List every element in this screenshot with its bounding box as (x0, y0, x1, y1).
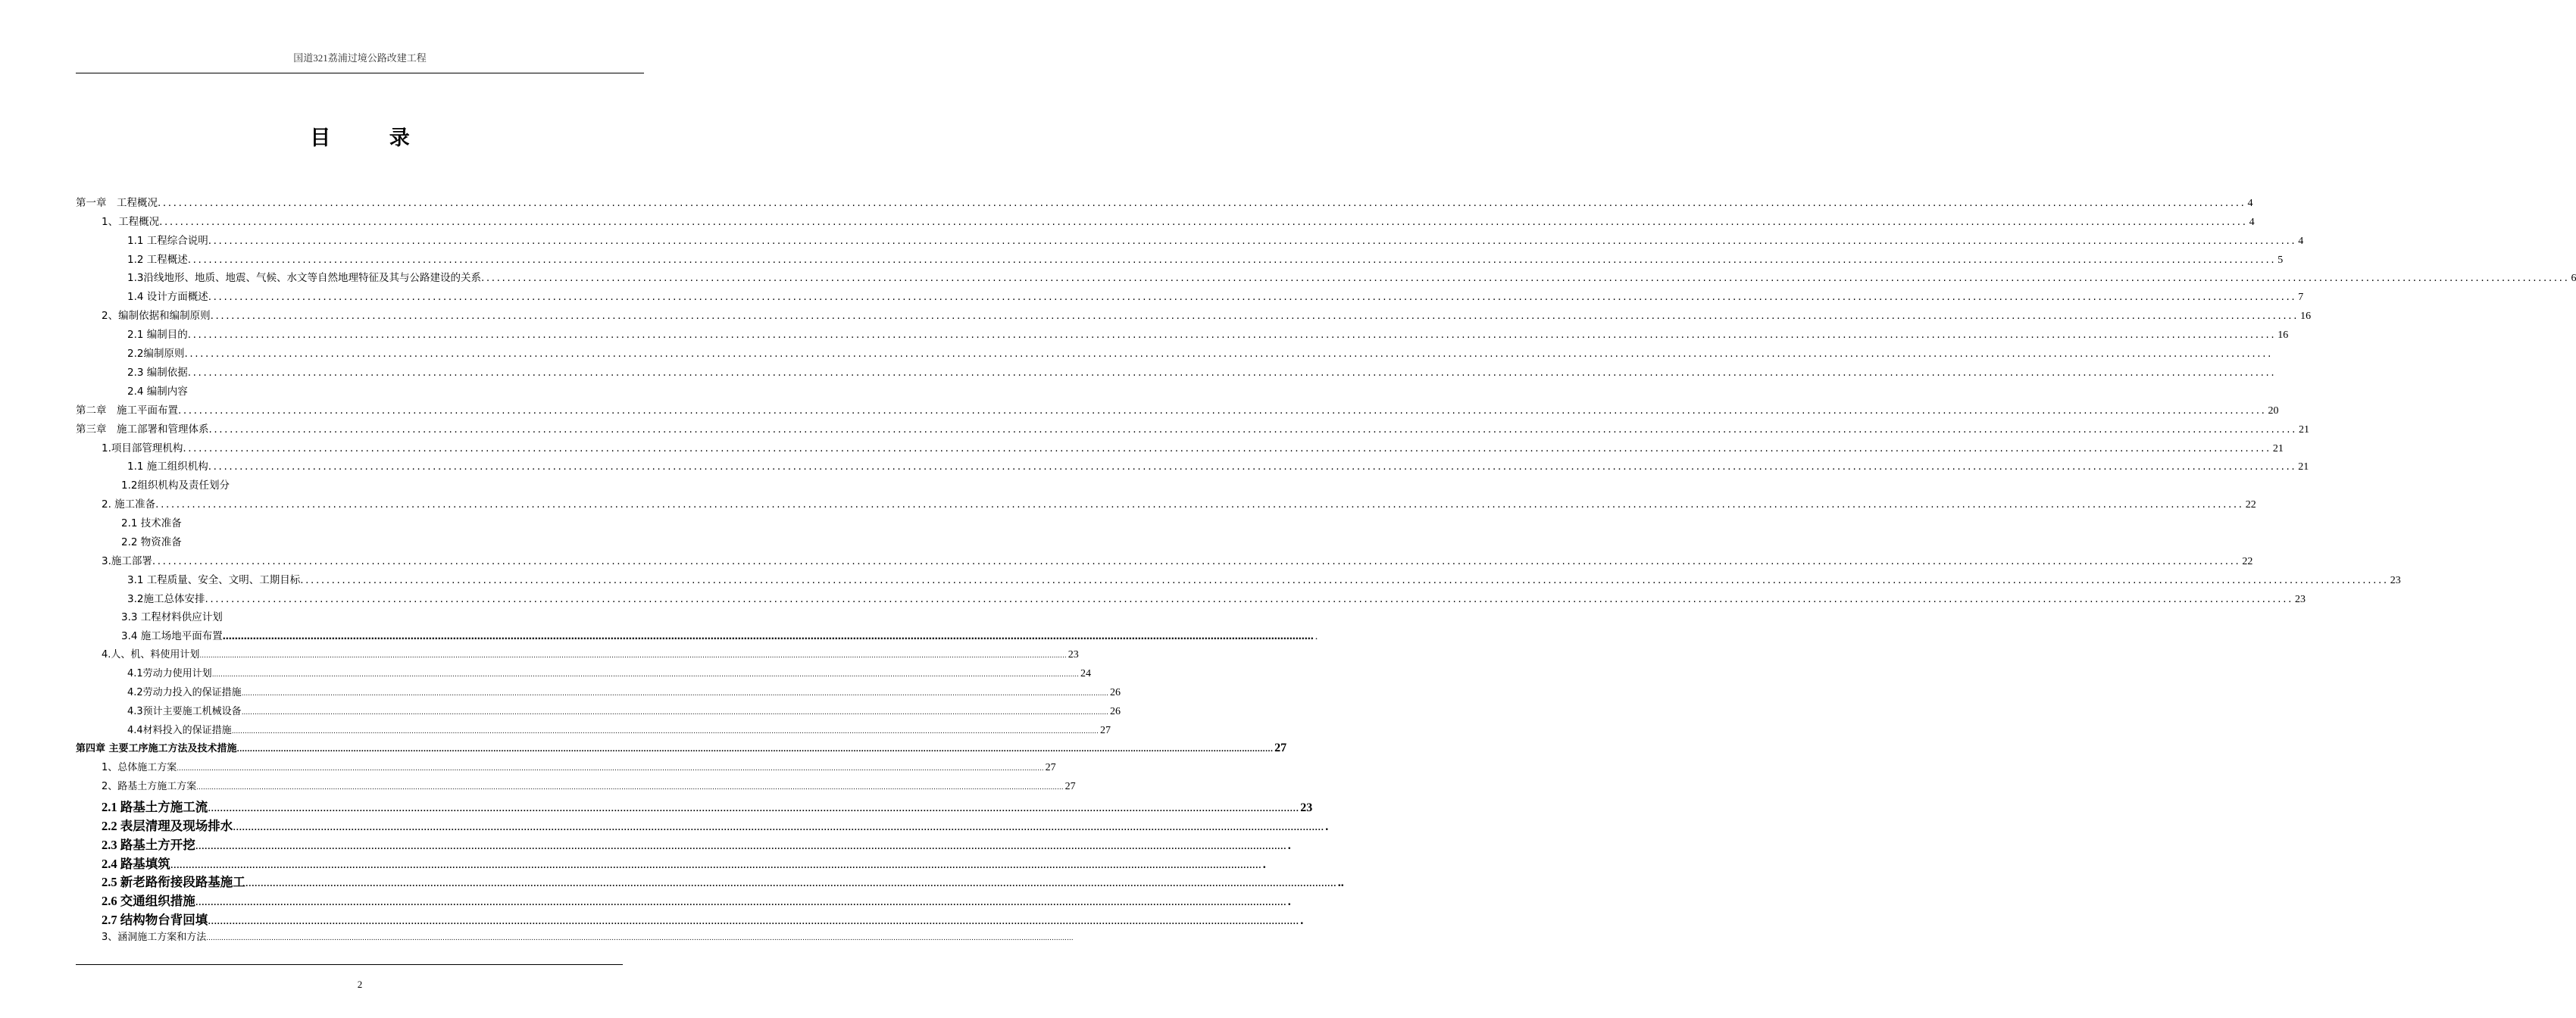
toc-entry-label: 3.4 施工场地平面布置 (121, 630, 223, 642)
toc-entry-leader: ................................................................................................................................................................................................................................................................................................................................................................................................................ (187, 367, 2277, 379)
toc-entry[interactable] (127, 345, 2273, 361)
toc-entry-page: 4 (2298, 236, 2304, 247)
toc-entry-leader: ................................................................................................................................................................................................................................................................................................................................................................................................................ (241, 690, 1109, 698)
toc-entry-page: 27 (1064, 781, 1076, 792)
toc-entry-page: 27 (1100, 725, 1111, 736)
toc-entry-page: . (1287, 895, 1291, 908)
toc-entry-page: 5 (2277, 254, 2284, 266)
toc-entry-leader: ................................................................................................................................................................................................................................................................................................................................................................................................................ (241, 709, 1109, 717)
toc-entry-leader: ................................................................................................................................................................................................................................................................................................................................................................................................................ (208, 423, 2298, 436)
toc-entry-leader: ……………………………………………………………………………………………………………………………………………………………………………………………………………………………………………………………………………………………………………………………… (170, 860, 1261, 870)
toc-entry-page: . (1262, 858, 1266, 871)
toc-entry-leader: ……………………………………………………………………………………………………………………………………………………………………………………………………………………………………………………………………………………………………………………………… (245, 878, 1336, 888)
page-title: 目 录 (310, 126, 436, 150)
toc-entry-leader: ................................................................................................................................................................................................................................................................................................................................................................................................................ (208, 235, 2297, 247)
toc-entry[interactable] (127, 703, 1121, 720)
toc-entry[interactable] (127, 383, 644, 399)
toc-entry-page: 16 (2277, 329, 2289, 341)
toc-entry[interactable] (102, 835, 1291, 852)
toc-entry[interactable] (121, 514, 644, 531)
toc-entry-page: 16 (2300, 311, 2312, 322)
toc-entry-label: 1.项目部管理机构 (102, 442, 183, 454)
toc-entry[interactable] (102, 891, 1291, 908)
toc-entry-page: 23 (2390, 575, 2401, 586)
toc-entry-label: 2.4 编制内容 (127, 386, 188, 398)
toc-entry-label: 第四章 主要工序施工方法及技术措施 (76, 743, 237, 754)
toc-entry-leader: ................................................................................................................................................................................................................................................................................................................................................................................................................ (210, 310, 2299, 322)
toc-entry-leader: ……………………………………………………………………………………………………………………………………………………………………………………………………………………………………………………………………………………………………………………………… (195, 897, 1286, 907)
toc-entry-label: 2.2编制原则 (127, 348, 185, 360)
toc-entry-leader: ................................................................................................................................................................................................................................................................................................................................................................................................................ (300, 574, 2389, 586)
toc-entry-leader: ................................................................................................................................................................................................................................................................................................................................................................................................................ (196, 784, 1064, 792)
toc-entry-leader: ……………………………………………………………………………………………………………………………………………………………………………………………………………………………………………………………………………………………………………………………… (195, 841, 1286, 851)
toc-entry-label: 2. 施工准备 (102, 498, 156, 511)
toc-entry-page: 24 (1080, 668, 1092, 679)
toc-entry-label: 2.6 交通组织措施 (102, 894, 195, 908)
toc-entry-leader: ................................................................................................................................................................................................................................................................................................................................................................................................................ (199, 652, 1067, 660)
toc-entry-leader: ................................................................................................................................................................................................................................................................................................................................................................................................................ (155, 498, 2244, 511)
toc-entry-page: 23 (2295, 594, 2306, 605)
toc-entry-label: 1.1 工程综合说明 (127, 235, 208, 247)
toc-entry-label: 4.2劳动力投入的保证措施 (127, 687, 242, 698)
toc-entry-leader: ................................................................................................................................................................................................................................................................................................................................................................................................................ (205, 593, 2293, 605)
toc-entry[interactable] (121, 627, 1318, 644)
toc-entry[interactable] (127, 326, 2289, 342)
toc-entry-page: 22 (2242, 556, 2253, 567)
toc-entry-label: 1、总体施工方案 (102, 762, 177, 773)
toc-entry[interactable] (127, 251, 2284, 267)
toc-entry-label: 4.人、机、料使用计划 (102, 649, 200, 660)
toc-entry-page: 22 (2245, 499, 2256, 511)
toc-entry-leader: ................................................................................................................................................................................................................................................................................................................................................................................................................ (236, 746, 1274, 754)
toc-entry[interactable] (76, 740, 1287, 757)
toc-entry[interactable] (127, 684, 1121, 701)
toc-entry-leader: ................................................................................................................................................................................................................................................................................................................................................................................................................ (152, 555, 2241, 567)
toc-entry[interactable] (127, 232, 2304, 248)
toc-entry[interactable] (127, 722, 1111, 739)
toc-entry[interactable] (102, 797, 1313, 814)
toc-entry[interactable] (127, 269, 2576, 286)
toc-entry-label: 4.4材料投入的保证措施 (127, 725, 232, 736)
toc-entry-label: 2.3 路基土方开挖 (102, 838, 195, 852)
toc-entry[interactable] (76, 401, 2279, 418)
toc-entry-leader: ................................................................................................................................................................................................................................................................................................................................................................................................................ (208, 461, 2297, 473)
toc-entry-label: 第二章 施工平面布置 (76, 404, 178, 417)
toc-entry-page: 27 (1274, 742, 1287, 754)
toc-entry-label: 2.2 表层清理及现场排水 (102, 819, 233, 833)
toc-entry-leader: ................................................................................................................................................................................................................................................................................................................................................................................................................ (208, 291, 2297, 303)
toc-entry-page: 23 (1300, 801, 1313, 814)
toc-entry-label: 4.3预计主要施工机械设备 (127, 706, 242, 717)
toc-entry[interactable] (102, 910, 1304, 927)
toc-entry-label: 1.2 工程概述 (127, 254, 188, 266)
toc-entry-leader: ……………………………………………………………………………………………………………………………………………………………………………………………………………………………………………………………………………………………………………………………… (233, 822, 1324, 832)
toc-entry[interactable] (102, 872, 1344, 889)
toc-entry-label: 3.2施工总体安排 (127, 593, 205, 605)
toc-entry-page: 21 (2299, 424, 2310, 436)
toc-entry-label: 2.3 编制依据 (127, 367, 188, 379)
toc-entry-page: . (1300, 914, 1304, 927)
toc-entry[interactable] (102, 816, 1329, 833)
toc-entry[interactable] (127, 590, 2306, 607)
toc-entry-leader: ................................................................................................................................................................................................................................................................................................................................................................................................................ (187, 254, 2277, 266)
toc-entry-label: 1.2组织机构及责任划分 (121, 479, 230, 492)
toc-entry-label: 2、路基土方施工方案 (102, 781, 197, 792)
toc-entry[interactable] (127, 288, 2304, 304)
toc-entry-label: 2.5 新老路衔接段路基施工 (102, 875, 245, 889)
toc-entry-label: 第一章 工程概况 (76, 197, 158, 209)
toc-entry[interactable] (102, 213, 2255, 230)
toc-entry-label: 2、编制依据和编制原则 (102, 310, 211, 322)
toc-entry[interactable] (102, 552, 2253, 569)
toc-entry-page: 27 (1045, 762, 1056, 773)
toc-entry-leader: ……………………………………………………………………………………………………………………………………………………………………………………………………………………………………………………………………………………………………………………………… (222, 631, 1314, 642)
toc-entry-leader: ................................................................................................................................................................................................................................................................................................................................................................................................................ (184, 348, 2273, 360)
toc-entry-leader: ................................................................................................................................................................................................................................................................................................................................................................................................................ (177, 765, 1044, 773)
toc-entry[interactable] (76, 420, 2310, 437)
toc-entry-page: 20 (2268, 405, 2279, 417)
toc-entry-label: 2.4 路基填筑 (102, 857, 170, 871)
toc-entry[interactable] (102, 854, 1266, 871)
toc-entry-page: .. (1337, 876, 1344, 889)
toc-entry[interactable] (102, 439, 2284, 456)
toc-entry[interactable] (76, 194, 2253, 211)
toc-entry-label: 2.1 路基土方施工流 (102, 800, 208, 814)
page-header: 国道321荔浦过境公路改建工程 (293, 52, 427, 64)
toc-entry-page: . (1287, 839, 1291, 852)
toc-entry-label: 1.3沿线地形、地质、地震、气候、水文等自然地理特征及其与公路建设的关系 (127, 272, 481, 284)
toc-entry-label: 3.1 工程质量、安全、文明、工期目标 (127, 574, 301, 586)
toc-entry-leader: ................................................................................................................................................................................................................................................................................................................................................................................................................ (159, 216, 2248, 228)
toc-entry-label: 2.7 结构物台背回填 (102, 913, 208, 927)
toc-entry-label: 1.4 设计方面概述 (127, 291, 208, 303)
toc-entry-leader: ……………………………………………………………………………………………………………………………………………………………………………………………………………………………………………………………………………………………………………………………… (208, 916, 1299, 926)
toc-entry-leader: ................................................................................................................................................................................................................................................................................................................................................................................................................ (480, 272, 2570, 284)
toc-entry-page: 6 (2571, 273, 2576, 284)
toc-entry[interactable] (121, 533, 644, 550)
toc-entry-leader: ................................................................................................................................................................................................................................................................................................................................................................................................................ (211, 671, 1080, 679)
toc-entry[interactable] (102, 759, 1056, 776)
toc-entry[interactable] (127, 364, 2277, 380)
toc-entry-page: 4 (2249, 217, 2255, 228)
toc-entry-page: 23 (1068, 649, 1079, 660)
toc-entry-leader: ................................................................................................................................................................................................................................................................................................................................................................................................................ (183, 442, 2271, 454)
toc-entry-leader: ................................................................................................................................................................................................................................................................................................................................................................................................................ (231, 728, 1099, 735)
toc-entry-label: 2.1 编制目的 (127, 329, 188, 341)
toc-entry-page: . (1325, 820, 1329, 833)
toc-entry[interactable] (102, 929, 1074, 945)
toc-entry-page: 26 (1110, 687, 1121, 698)
toc-entry-label: 3.3 工程材料供应计划 (121, 611, 223, 623)
toc-entry-page: 7 (2298, 292, 2304, 303)
toc-entry-label: 3、涵洞施工方案和方法 (102, 932, 207, 943)
toc-entry-page: . (1315, 631, 1318, 642)
toc-entry-label: 3.施工部署 (102, 555, 152, 567)
toc-entry-leader: ................................................................................................................................................................................................................................................................................................................................................................................................................ (178, 404, 2267, 417)
toc-entry[interactable] (127, 665, 1092, 682)
toc-entry-label: 2.1 技术准备 (121, 517, 182, 529)
toc-entry-label: 1.1 施工组织机构 (127, 461, 208, 473)
toc-entry-page: 21 (2298, 461, 2309, 473)
toc-entry[interactable] (121, 476, 644, 493)
toc-entry[interactable] (121, 608, 644, 625)
toc-entry[interactable] (102, 778, 1076, 795)
toc-entry[interactable] (127, 571, 2401, 588)
footer-rule (76, 964, 623, 965)
toc-entry-leader: ................................................................................................................................................................................................................................................................................................................................................................................................................ (187, 329, 2277, 341)
toc-entry-leader: ................................................................................................................................................................................................................................................................................................................................................................................................................ (158, 197, 2246, 209)
toc-entry-page: 26 (1110, 706, 1121, 717)
toc-entry-label: 1、工程概况 (102, 216, 160, 228)
toc-entry[interactable] (102, 307, 2312, 323)
toc-entry[interactable] (102, 495, 2256, 512)
toc-entry[interactable] (102, 646, 1079, 663)
toc-entry-label: 第三章 施工部署和管理体系 (76, 423, 209, 436)
toc-entry-page: 4 (2247, 198, 2253, 209)
toc-entry-leader: ................................................................................................................................................................................................................................................................................................................................................................................................................ (206, 935, 1074, 942)
toc-entry-page: 21 (2272, 443, 2284, 454)
toc-entry-label: 4.1劳动力使用计划 (127, 668, 212, 679)
toc-entry[interactable] (127, 457, 2309, 474)
toc-entry-leader: ……………………………………………………………………………………………………………………………………………………………………………………………………………………………………………………………………………………………………………………………… (208, 803, 1299, 813)
page-number: 2 (357, 979, 363, 990)
toc-entry-label: 2.2 物资准备 (121, 536, 182, 548)
